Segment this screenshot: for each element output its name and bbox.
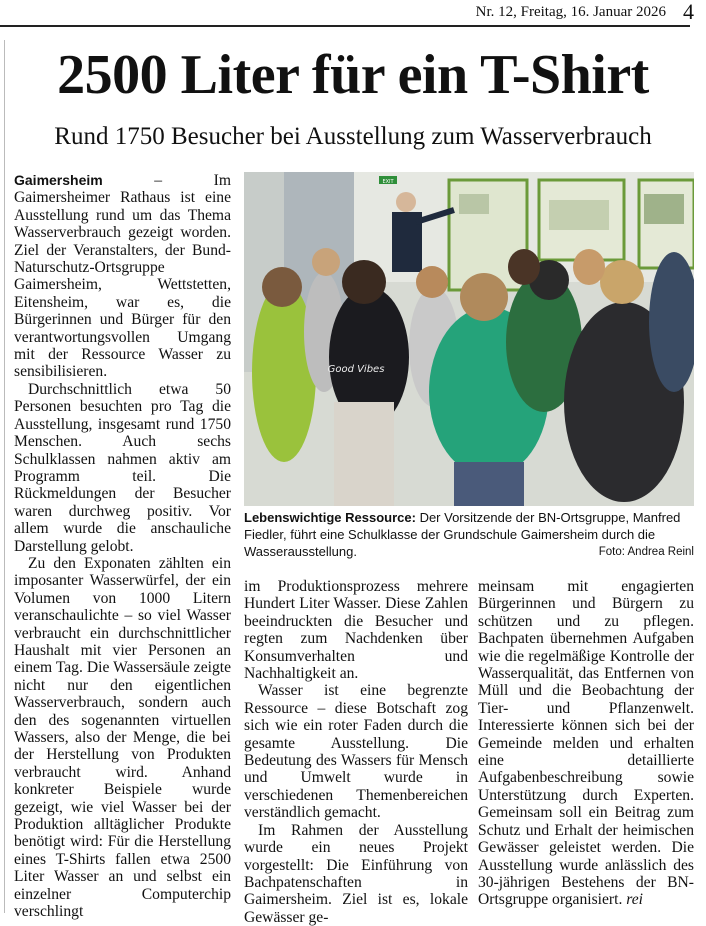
masthead <box>0 0 706 26</box>
caption-text: Der Vorsitzende der BN-Ortsgruppe, Manfred Fiedler, führt eine Schulklasse der Grundschule Gaimersheim durch die Wasserausstellung. <box>244 510 681 559</box>
issue-info: Nr. 12, Freitag, 16. Januar 2026 <box>475 4 666 20</box>
photo-credit: Foto: Andrea Reinl <box>598 546 694 558</box>
subheadline: Rund 1750 Besucher bei Ausstellung zum Wasserverbrauch <box>54 123 652 150</box>
masthead-rule <box>0 25 690 27</box>
photo-illustration <box>244 172 694 506</box>
photo-caption <box>244 509 694 561</box>
paragraph-intro <box>14 172 231 381</box>
author-signature: rei <box>626 891 644 909</box>
paragraph-5: Wasser ist eine begrenzte Ressource – diese Botschaft zog sich wie ein roter Faden durch die gesamte Ausstellung. Die Bedeutung des Wassers für Mensch und Umwelt wurde in verschiedenen Themenbereichen verständlich gemacht. <box>244 682 468 822</box>
shirt-text: Good Vibes <box>327 364 385 375</box>
paragraph-4: im Produktionsprozess mehrere Hundert Liter Wasser. Diese Zahlen beeindruckten die Besucher und regten zum Nachdenken über Konsumverhalten und Nachhaltigkeit an. <box>244 578 468 683</box>
paragraph-6-start: Im Rahmen der Ausstellung wurde ein neues Projekt vorgestellt: Die Einführung von Bachpatenschaften in Gaimersheim. Ziel ist es, lokale Gewässer ge- <box>244 821 468 926</box>
exit-sign-text: EXIT <box>382 179 394 185</box>
article-column-1 <box>14 172 231 920</box>
article-column-3 <box>478 578 694 909</box>
article-photo <box>244 172 694 506</box>
dateline: Gaimersheim <box>14 172 103 188</box>
paragraph-2: Durchschnittlich etwa 50 Personen besuchten pro Tag die Ausstellung, insgesamt rund 1750 Menschen. Auch sechs Schulklassen nahmen aktiv am Programm teil. Die Rückmeldungen der Besucher waren durchweg positiv. Vor allem wurde die anschauliche Darstellung gelobt. <box>14 380 231 555</box>
paragraph-3: Zu den Exponaten zählten ein imposanter Wasserwürfel, der ein Volumen von 1000 Litern veranschaulichte – so viel Wasser verbraucht ein durchschnittlicher Haushalt mit vier Personen an einem Tag. Die Wassersäule zeigte nicht nur den eigentlichen Wasserverbrauch, sondern auch den des sogenannten virtuellen Wassers, also der Menge, die bei der Herstellung von Produkten verbraucht wird. Anhand konkreter Beispiele wurde gezeigt, wie viel Wasser bei der Produktion alltäglicher Produkte benötigt wird: Für die Herstellung eines T-Shirts fallen etwa 2500 Liter Wasser an und selbst ein einzelner Computerchip verschlingt <box>14 554 231 921</box>
article-column-2 <box>244 578 468 926</box>
headline: 2500 Liter für ein T-Shirt <box>57 44 649 106</box>
caption-lead: Lebenswichtige Ressource: <box>244 510 416 525</box>
paragraph-6-continued: meinsam mit engagierten Bürgerinnen und Bürgern zu schützen und zu pflegen. Bachpaten übernehmen Aufgaben wie die regelmäßige Kontrolle der Wasserqualität, das Entfernen von Müll und die Beobachtung der Tier- und Pflanzenwelt. Interessierte können sich bei der Gemeinde melden und erhalten eine detaillierte Aufgabenbeschreibung sowie Unterstützung durch Experten. Gemeinsam soll ein Beitrag zum Schutz und Erhalt der heimischen Gewässer geleistet werden. Die Ausstellung wurde anlässlich des 30-jährigen Bestehens der BN-Ortsgruppe organisiert. rei <box>478 578 694 909</box>
page-number: 4 <box>683 0 694 24</box>
page-edge-line <box>4 40 5 913</box>
paragraph-1-text: – Im Gaimersheimer Rathaus ist eine Ausstellung rund um das Thema Wasserverbrauch gezeigt worden. Ziel der Veranstalters, der Bund-Naturschutz-Ortsgruppe Gaimersheim, Wettstetten, Eitensheim, war es, die Bürgerinnen und Bürger für den verantwortungsvollen Umgang mit der Ressource Wasser zu sensibilisieren. <box>14 172 231 381</box>
